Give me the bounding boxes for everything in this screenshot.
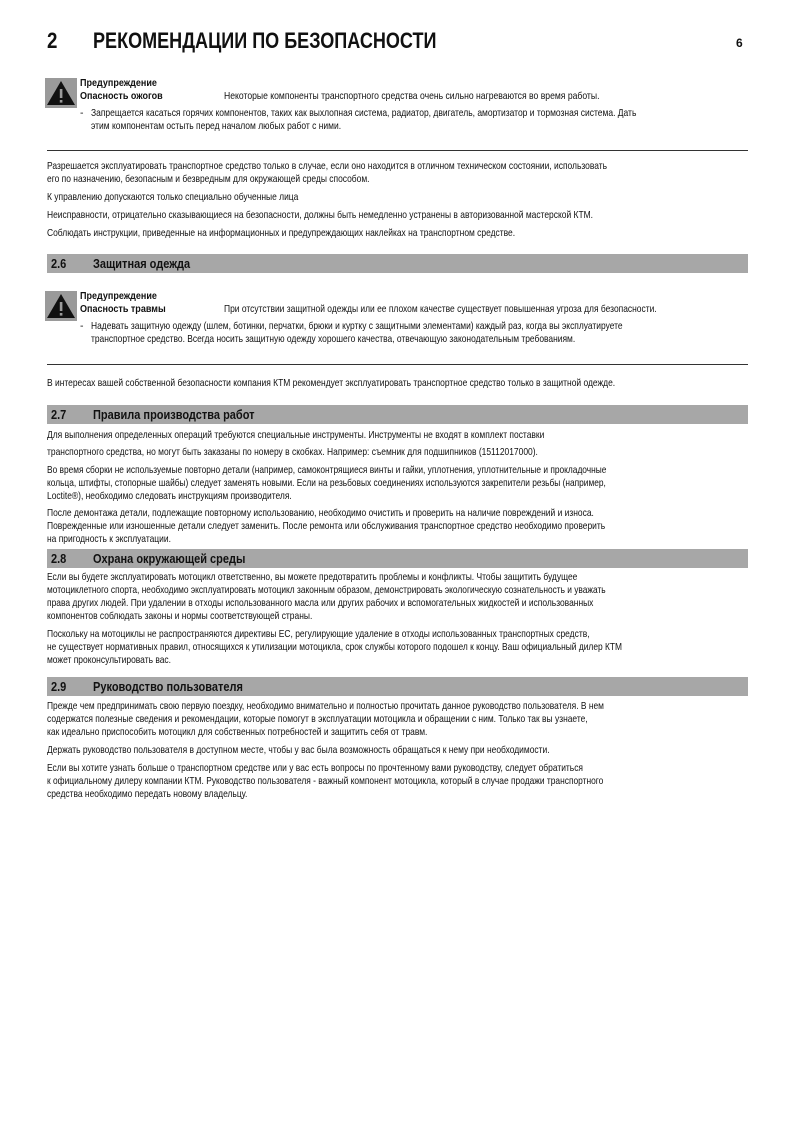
paragraph-line: Поврежденные или изношенные детали следует заменить. После ремонта или обслуживания транспортное средство необходимо проверить (47, 520, 606, 532)
section-header-2-6 (47, 254, 748, 273)
section-number: 2.8 (51, 552, 67, 566)
paragraph-line: кольца, штифты, стопорные шайбы) следует заменять новыми. Если на резьбовых соединениях используются закрепители резьбы (например, (47, 477, 606, 489)
warning-bullet-line: Надевать защитную одежду (шлем, ботинки, перчатки, брюки и куртку с защитными элементами) каждый раз, когда вы эксплуатируете (91, 320, 623, 332)
section-header-2-8 (47, 549, 748, 568)
paragraph-line: Разрешается эксплуатировать транспортное средство только в случае, если оно находится в отличном техническом состоянии, использовать (47, 160, 608, 172)
section-title: Защитная одежда (93, 257, 191, 271)
paragraph-line: Если вы будете эксплуатировать мотоцикл ответственно, вы можете предотвратить проблемы и конфликты. Чтобы защитить будущее (47, 571, 578, 583)
section-title: Правила производства работ (93, 408, 255, 422)
section-header-2-9 (47, 677, 748, 696)
paragraph-line: мотоциклетного спорта, необходимо эксплуатировать мотоцикл законным образом, демонстрировать экологическую сознательность и уважать (47, 584, 606, 596)
paragraph-line: компонентов соблюдать законы и нормы соответствующей страны. (47, 610, 313, 622)
section-header-2-7 (47, 405, 748, 424)
paragraph-line: Прежде чем предпринимать свою первую поездку, необходимо внимательно и полностью прочитать данное руководство пользователя. В нем (47, 700, 604, 712)
page-number: 6 (736, 36, 743, 50)
warning-bullet-line: этим компонентам остыть перед началом любых работ с ними. (91, 120, 342, 132)
paragraph-line: Во время сборки не используемые повторно детали (например, самоконтрящиеся винты и гайки, уплотнения, уплотнительные и прокладочные (47, 464, 607, 476)
paragraph-line: права других людей. При удалении в отходы использованного масла или других рабочих и вспомогательных жидкостей и использованных (47, 597, 594, 609)
divider (47, 364, 748, 365)
paragraph-line: на пригодность к эксплуатации. (47, 533, 171, 545)
paragraph-line: его по назначению, безопасным и безвредным для окружающей среды способом. (47, 173, 370, 185)
paragraph-line: как идеально приспособить мотоцикл для собственных потребностей и защитить себя от травм. (47, 726, 428, 738)
paragraph-line: Для выполнения определенных операций требуются специальные инструменты. Инструменты не входят в комплект поставки (47, 429, 545, 441)
paragraph-line: После демонтажа детали, подлежащие повторному использованию, необходимо очистить и проверить на наличие повреждений и износа. (47, 507, 594, 519)
warning-triangle-icon (45, 78, 77, 108)
section-title: Охрана окружающей среды (93, 552, 246, 566)
section-title: Руководство пользователя (93, 680, 243, 694)
paragraph-line: средства необходимо передать новому владельцу. (47, 788, 248, 800)
warning-label: Предупреждение (80, 77, 157, 89)
section-number: 2.9 (51, 680, 67, 694)
warning-text: При отсутствии защитной одежды или ее плохом качестве существует повышенная угроза для безопасности. (224, 303, 657, 315)
paragraph-line: Если вы хотите узнать больше о транспортном средстве или у вас есть вопросы по прочтенному вами руководству, следует обратиться (47, 762, 584, 774)
warning-danger-injury: Опасность травмы (80, 303, 166, 315)
paragraph: Соблюдать инструкции, приведенные на информационных и предупреждающих наклейках на транспортном средстве. (47, 227, 516, 239)
paragraph: В интересах вашей собственной безопасности компания КТМ рекомендует эксплуатировать транспортное средство только в защитной одежде. (47, 377, 616, 389)
warning-label: Предупреждение (80, 290, 157, 302)
section-number: 2.7 (51, 408, 67, 422)
paragraph-line: транспортного средства, но могут быть заказаны по номеру в скобках. Например: съемник для подшипников (15112017000). (47, 446, 538, 458)
paragraph-line: Поскольку на мотоциклы не распространяются директивы ЕС, регулирующие удаление в отходы использованных транспортных средств, (47, 628, 590, 640)
chapter-number: 2 (47, 28, 58, 53)
paragraph-line: к официальному дилеру компании КТМ. Руководство пользователя - важный компонент мотоцикла, который в случае продажи транспортного (47, 775, 604, 787)
warning-triangle-icon (45, 291, 77, 321)
bullet-dash: - (80, 320, 84, 332)
paragraph: Держать руководство пользователя в доступном месте, чтобы у вас была возможность обращаться к нему при необходимости. (47, 744, 550, 756)
bullet-dash: - (80, 107, 84, 119)
paragraph: Неисправности, отрицательно сказывающиеся на безопасности, должны быть немедленно устранены в авторизованной мастерской КТМ. (47, 209, 594, 221)
section-number: 2.6 (51, 257, 67, 271)
paragraph-line: может проконсультировать вас. (47, 654, 171, 666)
paragraph-line: не существует нормативных правил, относящихся к утилизации мотоцикла, срок службы которого подошел к концу. Ваш официальный дилер КТМ (47, 641, 623, 653)
warning-bullet-line: Запрещается касаться горячих компонентов, таких как выхлопная система, радиатор, двигатель, амортизатор и тормозная система. Дать (91, 107, 637, 119)
divider (47, 150, 748, 151)
paragraph-line: Loctite®), необходимо следовать инструкциям производителя. (47, 490, 292, 502)
warning-danger-burns: Опасность ожогов (80, 90, 163, 102)
warning-bullet-line: транспортное средство. Всегда носить защитную одежду хорошего качества, отвечающую законодательным требованиям. (91, 333, 576, 345)
chapter-title: РЕКОМЕНДАЦИИ ПО БЕЗОПАСНОСТИ (93, 28, 437, 53)
paragraph: К управлению допускаются только специально обученные лица (47, 191, 299, 203)
paragraph-line: содержатся полезные сведения и рекомендации, которые помогут в эксплуатации мотоцикла и обращении с ним. Только так вы узнаете, (47, 713, 588, 725)
warning-text: Некоторые компоненты транспортного средства очень сильно нагреваются во время работы. (224, 90, 600, 102)
